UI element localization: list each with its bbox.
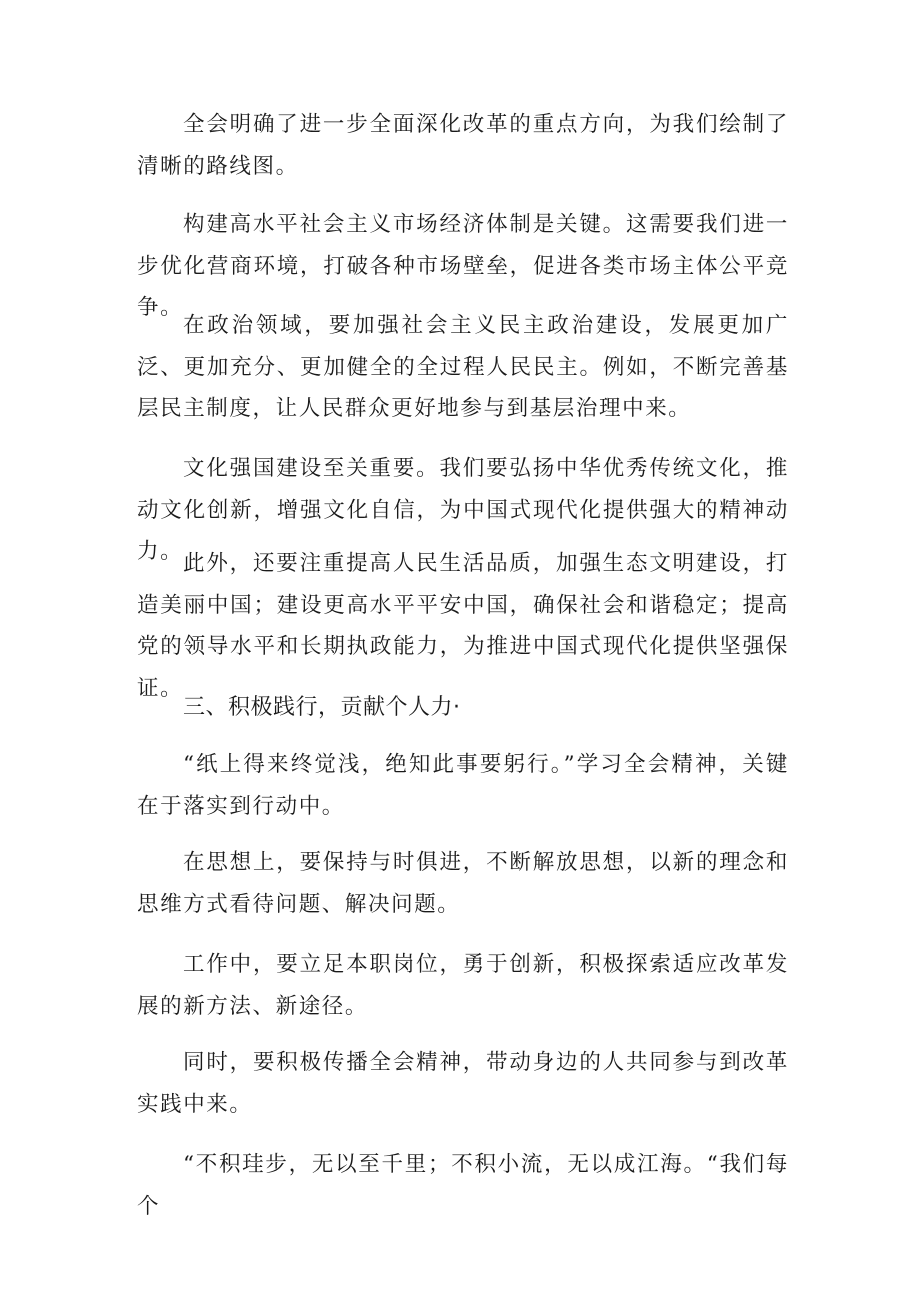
paragraph-step-by-step-quote: “不积珪步，无以至千里；不积小流，无以成江海。“我们每个 [137,1152,789,1219]
paragraph-spread-spirit: 同时，要积极传播全会精神，带动身边的人共同参与到改革实践中来。 [137,1050,789,1117]
paragraph-practice-quote: “纸上得来终觉浅，绝知此事要躬行。”学习全会精神，关键在于落实到行动中。 [137,752,789,819]
paragraph-cultural-power: 文化强国建设至关重要。我们要弘扬中华优秀传统文化，推动文化创新，增强文化自信，为中国式现代化提供强大的精神动力。 [137,456,789,564]
paragraph-thinking: 在思想上，要保持与时俱进，不断解放思想，以新的理念和思维方式看待问题、解决问题。 [137,850,789,917]
paragraph-market-economy: 构建高水平社会主义市场经济体制是关键。这需要我们进一步优化营商环境，打破各种市场壁垒，促进各类市场主体公平竞争。 [137,212,789,320]
paragraph-political-democracy: 在政治领域，要加强社会主义民主政治建设，发展更加广泛、更加充分、更加健全的全过程人民民主。例如，不断完善基层民主制度，让人民群众更好地参与到基层治理中来。 [137,313,789,421]
paragraph-work: 工作中，要立足本职岗位，勇于创新，积极探索适应改革发展的新方法、新途径。 [137,952,789,1019]
paragraph-key-directions: 全会明确了进一步全面深化改革的重点方向，为我们绘制了清晰的路线图。 [137,112,789,179]
section-heading-three: 三、积极践行，贡献个人力· [183,695,461,720]
paragraph-livelihood-security: 此外，还要注重提高人民生活品质，加强生态文明建设，打造美丽中国；建设更高水平平安中国，确保社会和谐稳定；提高党的领导水平和长期执政能力，为推进中国式现代化提供坚强保证。 [137,551,789,701]
